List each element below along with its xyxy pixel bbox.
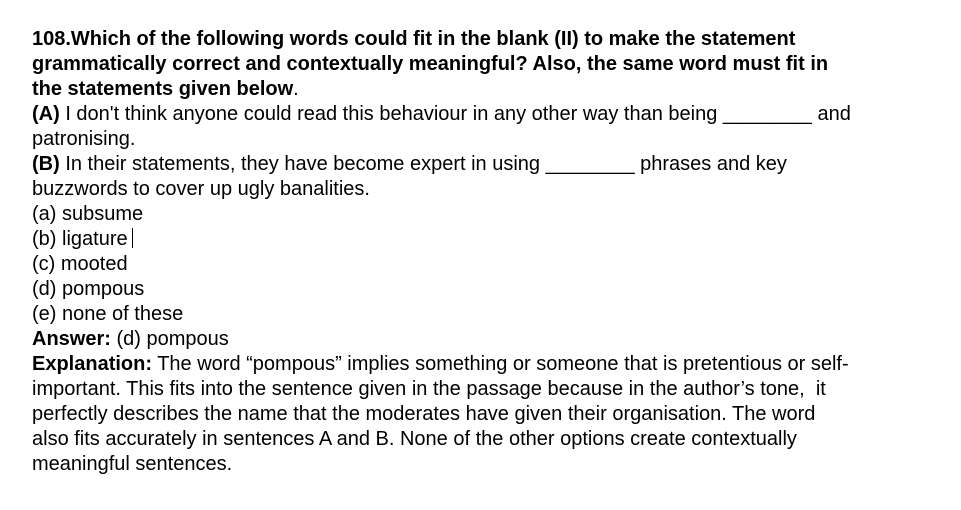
explanation-text-1: The word “pompous” implies something or someone that is pretentious or self- — [152, 353, 849, 375]
explanation-line-5: meaningful sentences. — [32, 453, 233, 475]
option-c: (c) mooted — [32, 253, 128, 275]
statement-b-text: In their statements, they have become expert in using ________ phrases and key — [59, 153, 787, 175]
explanation-label: Explanation: — [32, 353, 153, 375]
question-line-1: 108.Which of the following words could fit in the blank (II) to make the statement — [32, 28, 796, 50]
explanation-line-3: perfectly describes the name that the moderates have given their organisation. The word — [32, 403, 816, 425]
statement-b-label: (B) — [32, 153, 60, 175]
answer-line — [32, 327, 942, 352]
question-document — [32, 27, 942, 477]
answer-value: (d) pompous — [110, 328, 229, 350]
explanation-line-4: also fits accurately in sentences A and B. None of the other options create contextually — [32, 428, 797, 450]
option-b — [32, 227, 942, 252]
statement-a-line-1 — [32, 102, 942, 127]
statement-a-label: (A) — [32, 103, 60, 125]
explanation-line-1 — [32, 352, 942, 377]
statement-b-line-1 — [32, 152, 942, 177]
option-a: (a) subsume — [32, 203, 144, 225]
question-line-3 — [32, 77, 942, 102]
statement-a-line-2: patronising. — [32, 128, 136, 150]
text-cursor — [132, 228, 133, 248]
question-line-2: grammatically correct and contextually meaningful? Also, the same word must fit in — [32, 53, 829, 75]
option-b-text: (b) ligature — [32, 228, 128, 250]
answer-label: Answer: — [32, 328, 111, 350]
explanation-line-2: important. This fits into the sentence given in the passage because in the author’s tone, it — [32, 378, 826, 400]
option-d: (d) pompous — [32, 278, 145, 300]
statement-a-text: I don't think anyone could read this behaviour in any other way than being ________ and — [59, 103, 851, 125]
option-e: (e) none of these — [32, 303, 184, 325]
question-line-3-bold: the statements given below — [32, 78, 294, 100]
statement-b-line-2: buzzwords to cover up ugly banalities. — [32, 178, 370, 200]
question-line-3-tail: . — [293, 78, 299, 100]
